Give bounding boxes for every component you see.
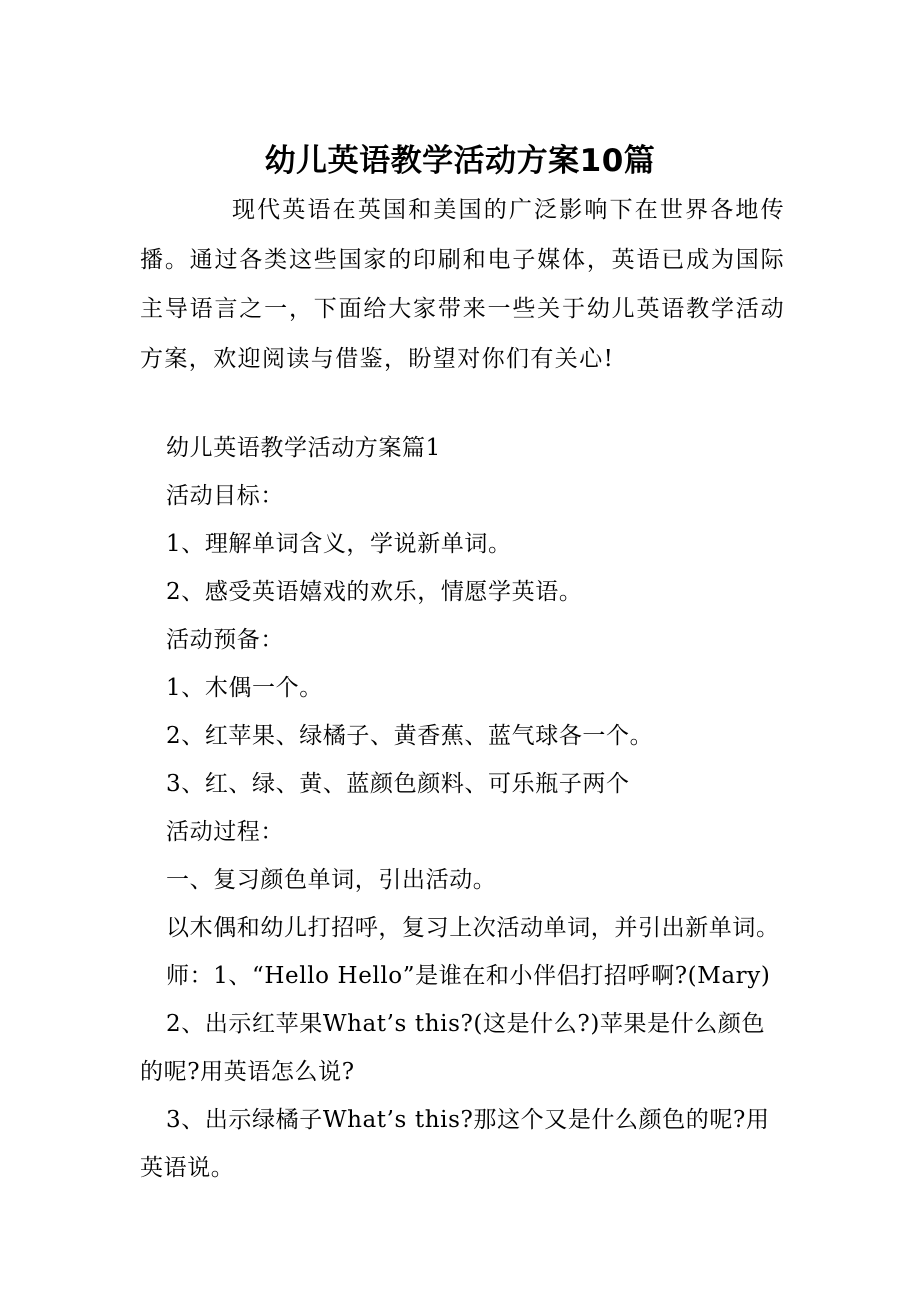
goal-item-2: 2、感受英语嬉戏的欢乐，情愿学英语。 [166, 579, 583, 605]
teacher-line-2: 2、出示红苹果What’s this?(这是什么?)苹果是什么颜色的呢?用英语怎么说? [140, 1011, 766, 1085]
prep-item-3: 3、红、绿、黄、蓝颜色颜料、可乐瓶子两个 [166, 771, 630, 797]
prep-item-1: 1、木偶一个。 [166, 675, 323, 701]
goal-item-1: 1、理解单词含义，学说新单词。 [166, 531, 512, 557]
document-title: 幼儿英语教学活动方案10篇 [264, 142, 656, 179]
step-item-1: 一、复习颜色单词，引出活动。 [166, 867, 497, 893]
step-1-description: 以木偶和幼儿打招呼，复习上次活动单词，并引出新单词。 [166, 915, 780, 941]
prep-label: 活动预备： [166, 627, 284, 653]
intro-paragraph: 现代英语在英国和美国的广泛影响下在世界各地传播。通过各类这些国家的印刷和电子媒体，英语已成为国际主导语言之一，下面给大家带来一些关于幼儿英语教学活动方案，欢迎阅读与借鉴，盼望对你们有关心! [140, 197, 785, 372]
process-label: 活动过程： [166, 819, 284, 845]
section-heading: 幼儿英语教学活动方案篇1 [166, 435, 441, 461]
teacher-line-1: 师：1、“Hello Hello”是谁在和小伴侣打招呼啊?(Mary) [166, 963, 771, 989]
prep-item-2: 2、红苹果、绿橘子、黄香蕉、蓝气球各一个。 [166, 723, 654, 749]
teacher-line-3: 3、出示绿橘子What’s this?那这个又是什么颜色的呢?用英语说。 [140, 1107, 770, 1181]
goals-label: 活动目标： [166, 483, 284, 509]
